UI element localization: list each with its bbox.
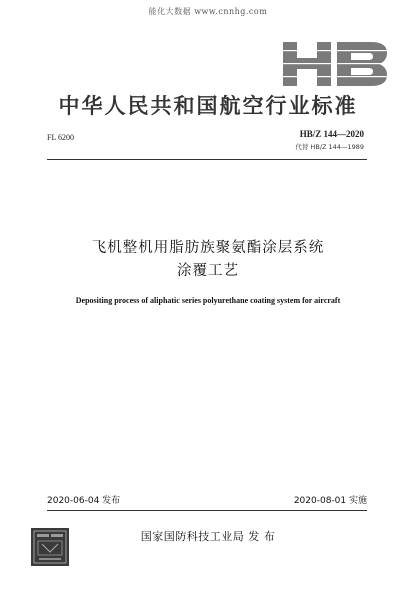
issue-date: 2020-06-04 发布 [47, 496, 121, 506]
watermark-text: 能化大数据 www.cnnhg.com [148, 7, 268, 16]
standard-number: HB/Z 144—2020 [299, 129, 364, 139]
document-title-line2: 涂覆工艺 [177, 263, 239, 279]
standard-category-title: 中华人民共和国航空行业标准 [58, 94, 358, 118]
header-divider [47, 159, 367, 160]
hb-logo [279, 38, 391, 90]
replaces-note: 代替 HB/Z 144—1989 [295, 143, 364, 151]
issuing-authority: 国家国防科技工业局 发 布 [140, 530, 276, 543]
document-title-line1: 飞机整机用脂肪族聚氨酯涂层系统 [91, 240, 325, 256]
document-title-english: Depositing process of aliphatic series polyurethane coating system for aircraft [75, 296, 341, 305]
footer-divider [47, 510, 367, 511]
implementation-date: 2020-08-01 实施 [293, 496, 367, 506]
ics-code: FL 6200 [47, 133, 75, 142]
